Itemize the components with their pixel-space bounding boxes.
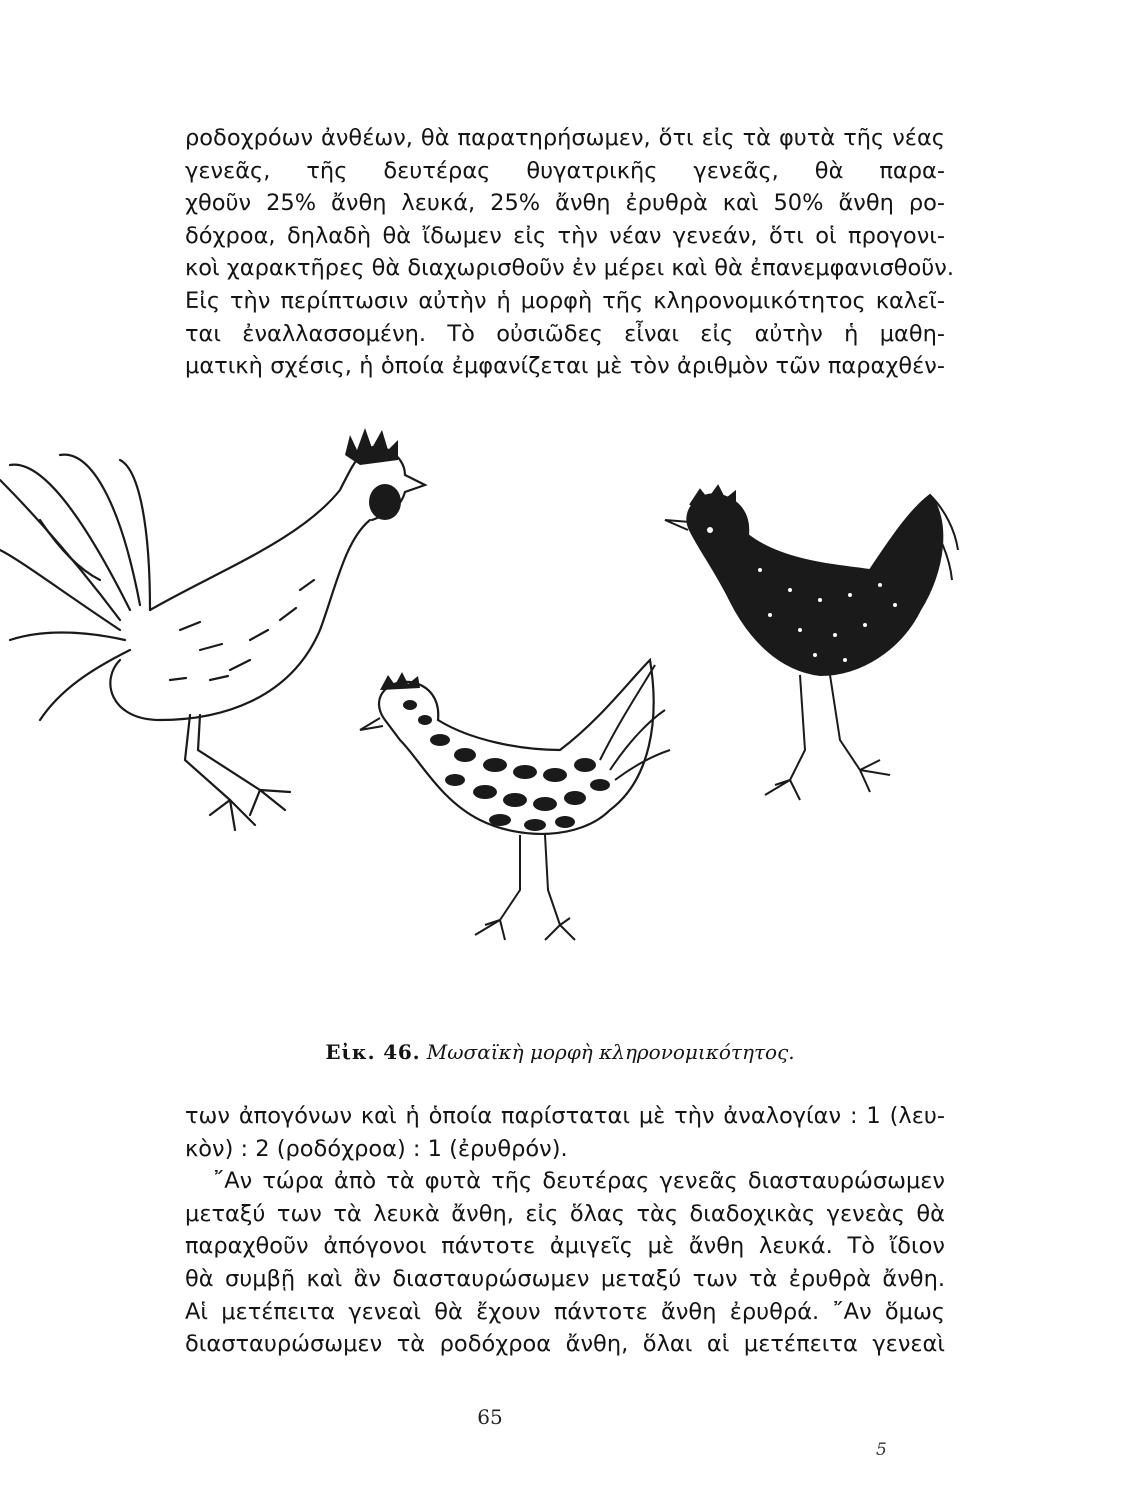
text-line: Εἰς τὴν περίπτωσιν αὐτὴν ἡ μορφὴ τῆς κληρονομικότητος καλεῖ- bbox=[185, 287, 945, 314]
signature-mark: 5 bbox=[876, 1440, 887, 1460]
text-line: χθοῦν 25% ἄνθη λευκά, 25% ἄνθη ἐρυθρὰ καὶ 50% ἄνθη ρο- bbox=[185, 190, 945, 217]
page-number: 65 bbox=[477, 1405, 503, 1429]
speckled-hen-drawing bbox=[360, 660, 670, 940]
bottom-paragraph bbox=[185, 1100, 945, 1361]
text-line: ῎Αν τώρα ἀπὸ τὰ φυτὰ τῆς δευτέρας γενεᾶς διασταυρώσωμεν bbox=[213, 1168, 945, 1195]
text-line: γενεᾶς, τῆς δευτέρας θυγατρικῆς γενεᾶς, θὰ παρα- bbox=[185, 157, 945, 184]
figure-caption-text: Μωσαϊκὴ μορφὴ κληρονομικότητος. bbox=[426, 1040, 795, 1064]
white-rooster-drawing bbox=[0, 447, 425, 830]
text-line: ται ἐναλλασσομένη. Τὸ οὐσιῶδες εἶναι εἰς αὐτὴν ἡ μαθη- bbox=[185, 320, 945, 347]
text-line: ματικὴ σχέσις, ἡ ὁποία ἐμφανίζεται μὲ τὸν ἀριθμὸν τῶν παραχθέν- bbox=[185, 353, 945, 380]
text-line: ροδοχρόων ἀνθέων, θὰ παρατηρήσωμεν, ὅτι εἰς τὰ φυτὰ τῆς νέας bbox=[185, 125, 945, 151]
text-line: Αἱ μετέπειτα γενεαὶ θὰ ἔχουν πάντοτε ἄνθη ἐρυθρά. ῎Αν ὅμως bbox=[185, 1298, 945, 1325]
text-line: δόχροα, δηλαδὴ θὰ ἴδωμεν εἰς τὴν νέαν γενεάν, ὅτι οἱ προγονι- bbox=[185, 222, 945, 249]
chickens-illustration bbox=[0, 420, 1122, 1060]
top-paragraph bbox=[185, 122, 954, 383]
figure-caption bbox=[200, 1040, 920, 1064]
text-line: κοὶ χαρακτῆρες θὰ διαχωρισθοῦν ἐν μέρει καὶ θὰ ἐπανεμφανισθοῦν. bbox=[185, 255, 954, 282]
text-line: μεταξύ των τὰ λευκὰ ἄνθη, εἰς ὅλας τὰς διαδοχικὰς γενεὰς θὰ bbox=[185, 1200, 945, 1227]
text-line: παραχθοῦν ἀπόγονοι πάντοτε ἀμιγεῖς μὲ ἄνθη λευκά. Τὸ ἴδιον bbox=[185, 1233, 945, 1260]
text-line: διασταυρώσωμεν τὰ ροδόχροα ἄνθη, ὅλαι αἱ μετέπειτα γενεαὶ bbox=[185, 1331, 945, 1358]
text-line: θὰ συμβῇ καὶ ἂν διασταυρώσωμεν μεταξύ των τὰ ἐρυθρὰ ἄνθη. bbox=[185, 1265, 945, 1292]
dark-hen-drawing bbox=[665, 486, 958, 800]
rooster-comb bbox=[345, 428, 401, 520]
text-line: κὸν) : 2 (ροδόχροα) : 1 (ἐρυθρόν). bbox=[185, 1135, 568, 1162]
text-line: των ἀπογόνων καὶ ἡ ὁποία παρίσταται μὲ τὴν ἀναλογίαν : 1 (λευ- bbox=[185, 1103, 945, 1129]
figure-label: Εἰκ. 46. bbox=[325, 1040, 421, 1064]
